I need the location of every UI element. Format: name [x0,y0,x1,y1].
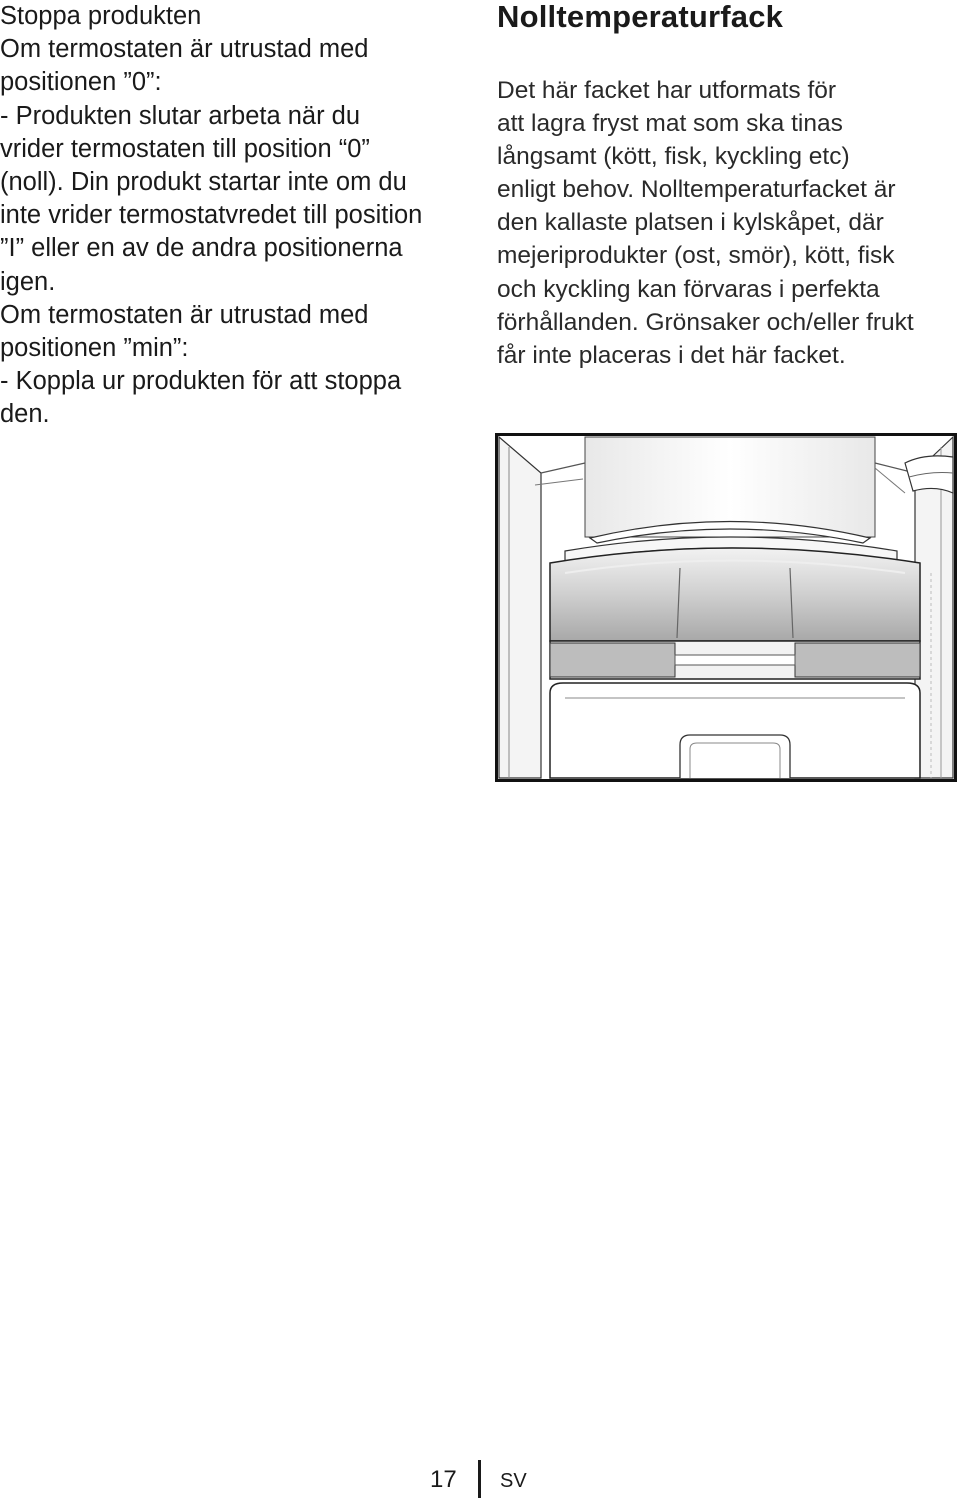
left-line: Om termostaten är utrustad med [0,300,369,329]
left-line: inte vrider termostatvredet till position [0,201,423,230]
body-line: långsamt (kött, fisk, kyckling etc) [497,143,850,171]
body-line: får inte placeras i det här facket. [497,341,846,369]
page-footer [0,1460,960,1500]
left-line: den. [0,400,50,429]
left-line: - Koppla ur produkten för att stoppa [0,367,402,396]
section-heading: Nolltemperaturfack [497,0,784,34]
fridge-compartment-illustration [495,433,957,782]
section-body [497,74,957,372]
left-line: vrider termostaten till position “0” [0,134,370,163]
body-line: och kyckling kan förvaras i perfekta [497,275,880,303]
body-line: enligt behov. Nolltemperaturfacket är [497,176,896,204]
body-line: att lagra fryst mat som ska tinas [497,110,843,138]
left-line: - Produkten slutar arbeta när du [0,101,361,130]
language-code: SV [500,1470,527,1492]
left-line: (noll). Din produkt startar inte om du [0,168,407,197]
left-line: Om termostaten är utrustad med [0,35,369,64]
left-line: Stoppa produkten [0,2,202,30]
left-column [0,0,470,432]
left-line: igen. [0,267,56,296]
body-line: mejeriprodukter (ost, smör), kött, fisk [497,242,895,270]
body-line: förhållanden. Grönsaker och/eller frukt [497,308,914,336]
left-line: positionen ”0”: [0,68,162,97]
right-column [497,0,957,372]
left-line: positionen ”min”: [0,334,189,363]
left-line: ”I” eller en av de andra positionerna [0,234,403,263]
fridge-illustration-icon [495,433,957,782]
footer-divider [478,1460,481,1498]
body-line: Det här facket har utformats för [497,77,837,104]
body-line: den kallaste platsen i kylskåpet, där [497,209,884,237]
page-number: 17 [430,1466,457,1493]
